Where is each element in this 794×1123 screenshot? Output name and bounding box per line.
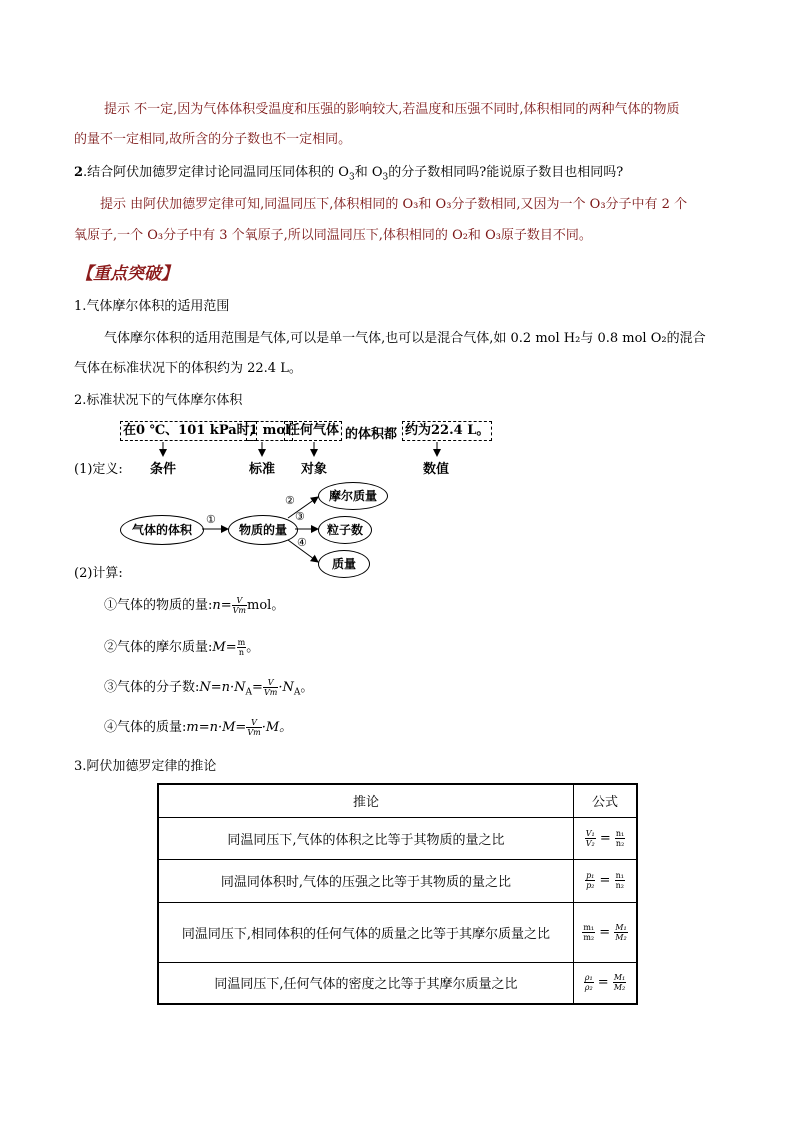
section-title: 【重点突破】 (76, 264, 178, 284)
table-row: 同温同压下,相同体积的任何气体的质量之比等于其摩尔质量之比 $\frac{\text{m₁}}{\text{m₂}}$ = $\frac{\text{M₁}}{\text{M₂}}$ (158, 902, 637, 962)
s2-heading: 2.标准状况下的气体摩尔体积 (74, 393, 243, 408)
formula-1: ①气体的物质的量:n= $\frac{V}{Vm}$ mol。 (104, 596, 285, 615)
table-row: 同温同体积时,气体的压强之比等于其物质的量之比 $\frac{\text{p₁}}{\text{p₂}}$ = $\frac{\text{n₁}}{\text{n₂}}$ (158, 859, 637, 902)
box-value: 约为22.4 L。 (402, 421, 492, 441)
col-header-inference: 推论 (158, 784, 574, 817)
label-condition: 条件 (150, 462, 177, 477)
s1-heading: 1.气体摩尔体积的适用范围 (74, 299, 230, 314)
avogadro-inference-table (157, 783, 638, 1005)
formula-3: ③气体的分子数$:N=n\cdot N_A=$ $\frac{V}{Vm}$ $\cdot N_A$。 (104, 678, 314, 698)
label-standard: 标准 (249, 462, 276, 477)
label-value: 数值 (423, 462, 450, 477)
s1-line1: 气体摩尔体积的适用范围是气体,可以是单一气体,也可以是混合气体,如 0.2 mol H₂与 0.8 mol O₂的混合 (104, 331, 706, 346)
step-4: ④ (297, 536, 307, 549)
node-molar-mass: 摩尔质量 (318, 482, 388, 510)
box-standard: 1 mol (246, 421, 293, 441)
step-1: ① (206, 513, 216, 526)
box-condition: 在0 ℃、101 kPa时, (120, 421, 257, 441)
table-row: 同温同压下,任何气体的密度之比等于其摩尔质量之比 $\frac{\text{ρ₁}}{\text{ρ₂}}$ = $\frac{\text{M₁}}{\text{M₂}}$ (158, 962, 637, 1004)
question-number: 2 (74, 165, 84, 180)
col-header-formula: 公式 (574, 784, 638, 817)
s1-line2: 气体在标准状况下的体积约为 22.4 L。 (74, 361, 302, 376)
def-middle-text: 的体积都 (345, 427, 398, 442)
node-mass: 质量 (318, 550, 370, 578)
hint2-line2: 氧原子,一个 O₃分子中有 3 个氧原子,所以同温同压下,体积相同的 O₂和 O₃原子数目不同。 (74, 228, 592, 243)
node-amount: 物质的量 (228, 515, 298, 545)
hint1-line2: 的量不一定相同,故所含的分子数也不一定相同。 (74, 132, 352, 147)
node-gas-volume: 气体的体积 (120, 515, 204, 545)
table-row: 同温同压下,气体的体积之比等于其物质的量之比 $\frac{\text{V₁}}{\text{V₂}}$ = $\frac{\text{n₁}}{\text{n₂}}$ (158, 817, 637, 859)
s3-heading: 3.阿伏加德罗定律的推论 (74, 759, 217, 774)
def-label: (1)定义: (74, 462, 123, 477)
formula-2: ②气体的摩尔质量:M= $\frac{m}{n}$ 。 (104, 638, 260, 657)
step-3: ③ (295, 510, 305, 523)
label-object: 对象 (301, 462, 328, 477)
step-2: ② (285, 494, 295, 507)
box-object: 任何气体 (284, 421, 342, 441)
question-2: 2.结合阿伏加德罗定律讨论同温同压同体积的 $O_3$和 $O_3$的分子数相同吗?能说原子数目也相同吗? (74, 165, 624, 183)
hint2-line1: 提示 由阿伏加德罗定律可知,同温同压下,体积相同的 O₃和 O₃分子数相同,又因为一个 O₃分子中有 2 个 (100, 197, 688, 212)
formula-4: ④气体的质量:m=n·M= $\frac{V}{Vm}$ ·M。 (104, 718, 293, 737)
hint1-line1: 提示 不一定,因为气体体积受温度和压强的影响较大,若温度和压强不同时,体积相同的两种气体的物质 (104, 102, 680, 117)
node-particles: 粒子数 (318, 516, 372, 544)
calc-label: (2)计算: (74, 566, 123, 581)
